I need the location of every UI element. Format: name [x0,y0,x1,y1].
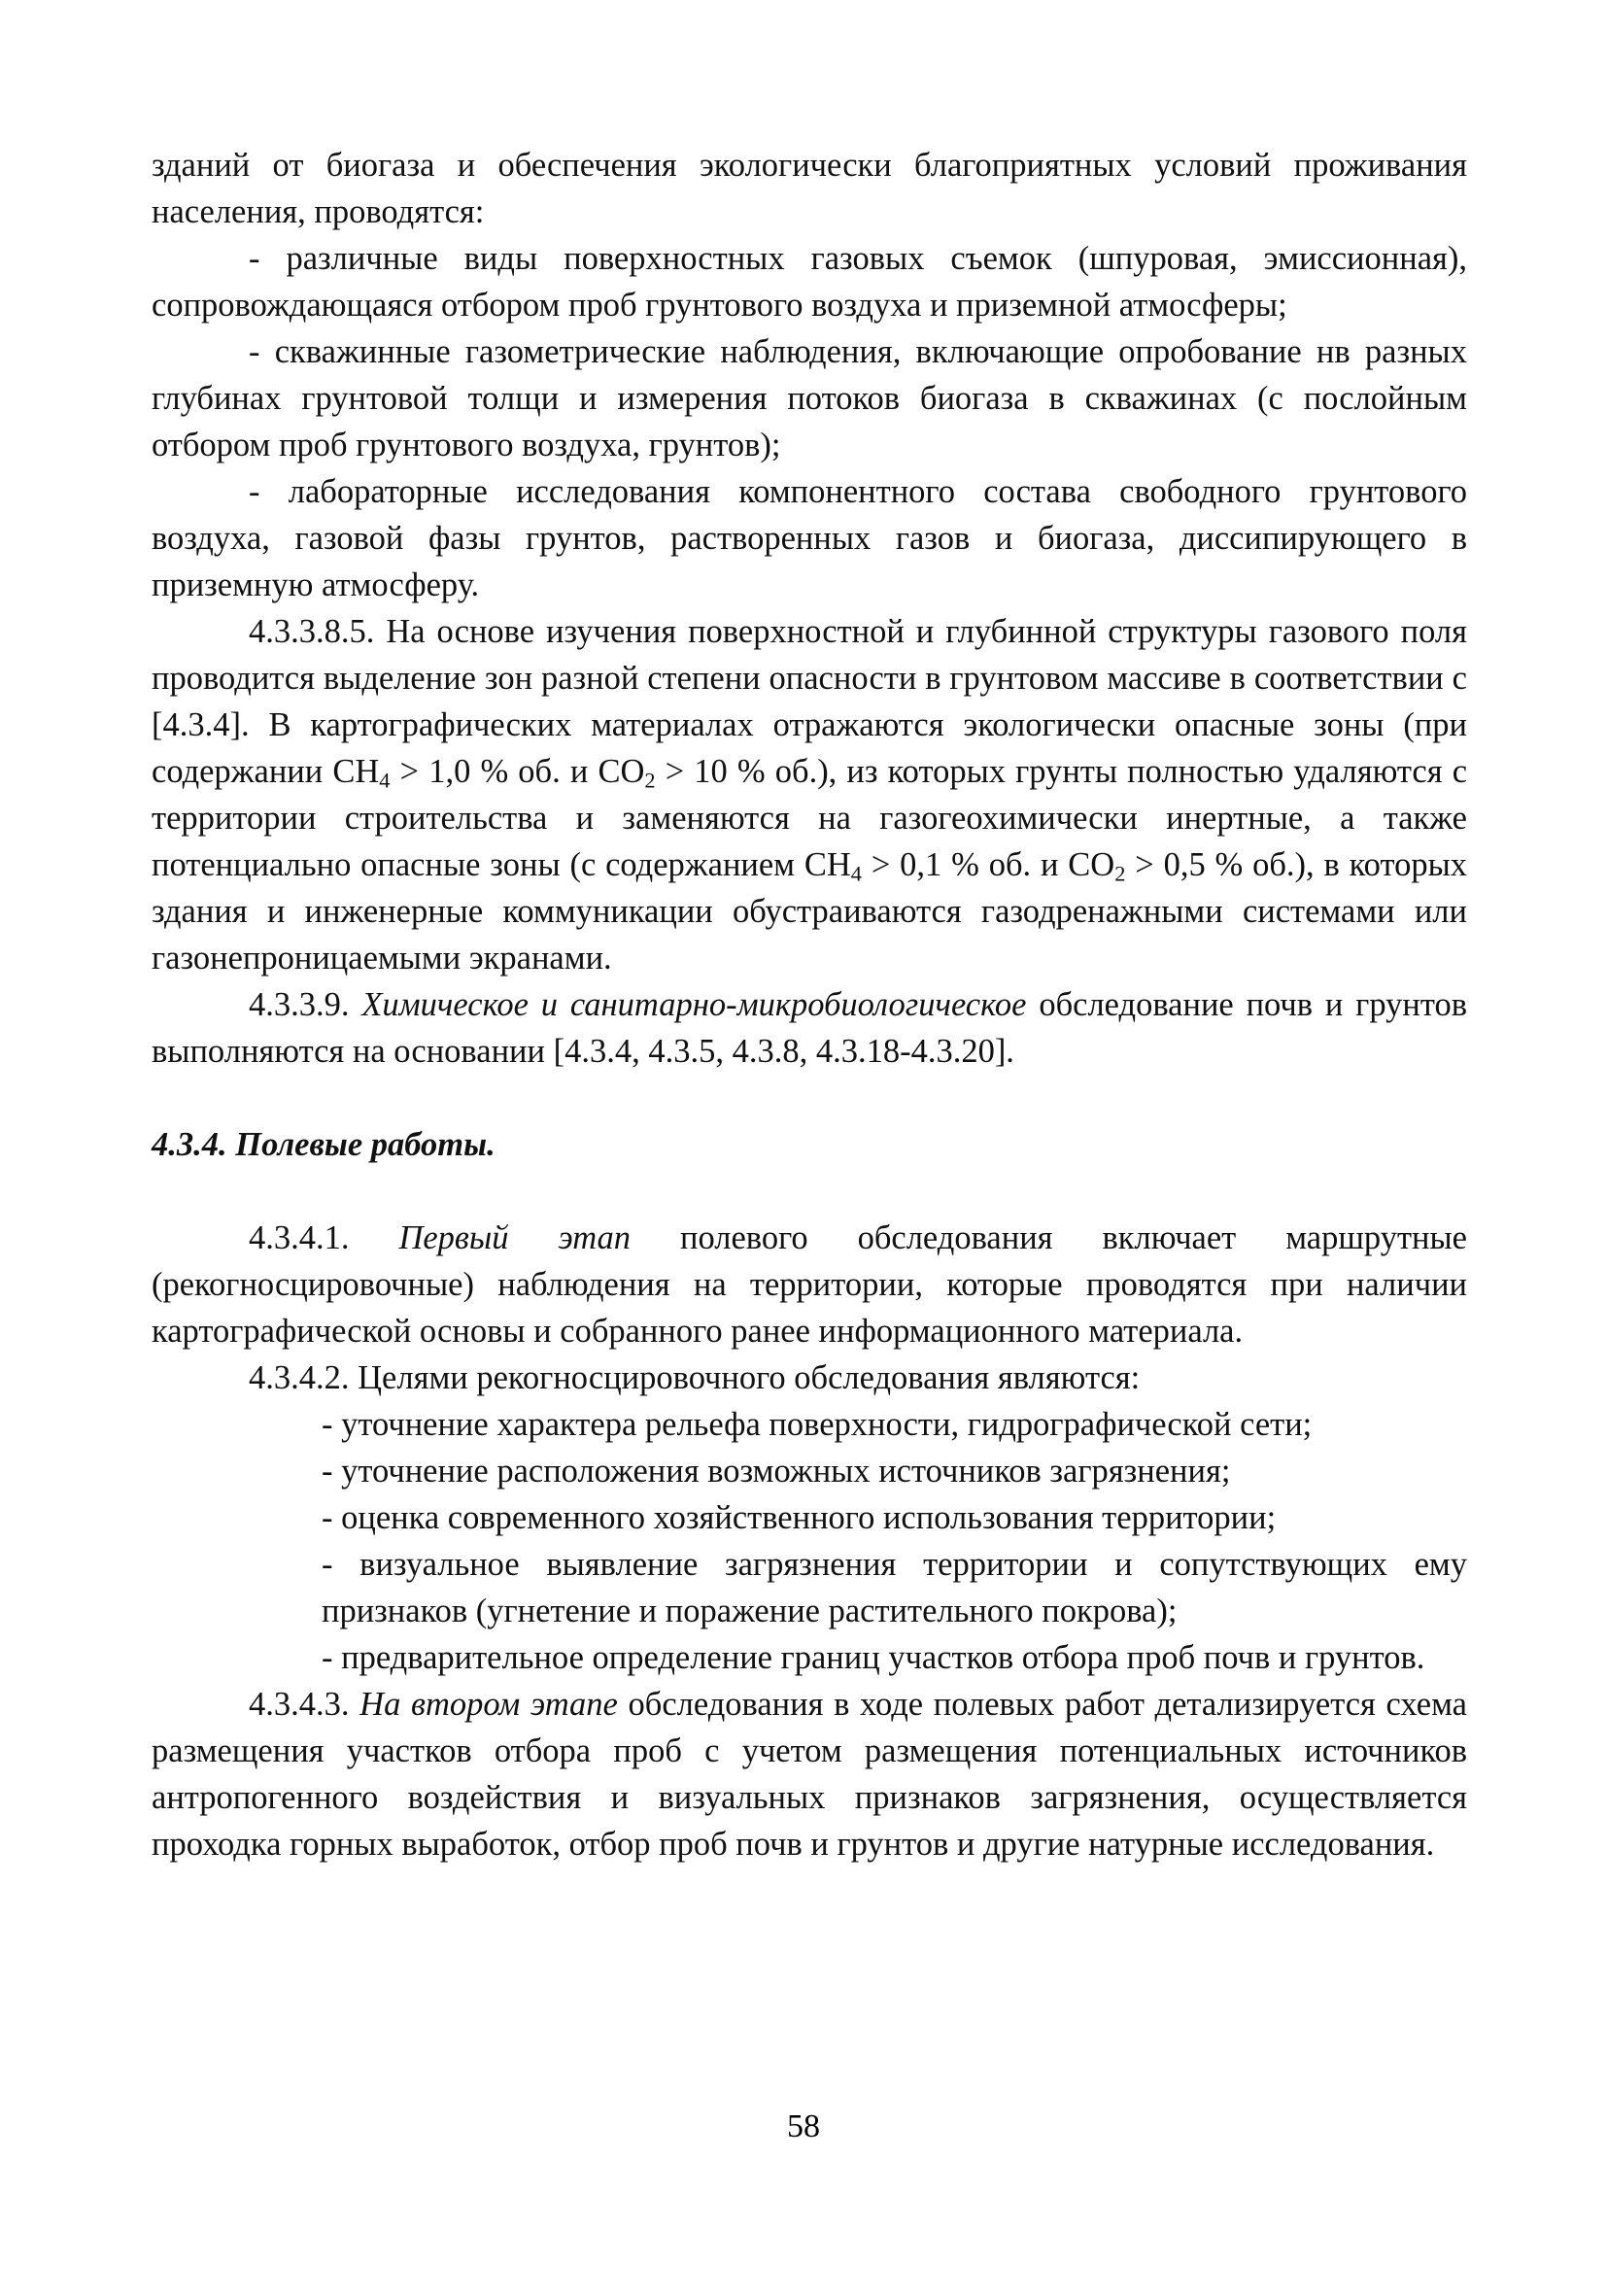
paragraph: зданий от биогаза и обеспечения экологически благоприятных условий проживания населения, проводятся: [152,147,1467,230]
list-item: - предварительное определение границ участков отбора проб почв и грунтов. [322,1639,1425,1676]
paragraph-4-3-4-3: 4.3.4.3. На втором этапе обследования в ходе полевых работ детализируется схема размещения участков отбора проб с учетом размещения потенциальных источников антропогенного воздействия и визуальных признаков загрязнения, осуществляется проходка горных выработок, отбор проб почв и грунтов и другие натурные исследования. [152,1686,1467,1863]
paragraph-4-3-4-2: 4.3.4.2. Целями рекогносцировочного обследования являются: [249,1359,1141,1396]
paragraph-4-3-3-9: 4.3.3.9. Химическое и санитарно-микробиологическое обследование почв и грунтов выполняются на основании [4.3.4, 4.3.5, 4.3.8, 4.3.18-4.3.20]. [152,986,1467,1070]
list-item: - визуальное выявление загрязнения территории и сопутствующих ему признаков (угнетение и поражение растительного покрова); [322,1546,1467,1629]
paragraph-4-3-4-1: 4.3.4.1. Первый этап полевого обследования включает маршрутные (рекогносцировочные) наблюдения на территории, которые проводятся при наличии картографической основы и собранного ранее информационного материала. [152,1219,1467,1350]
list-item: - оценка современного хозяйственного использования территории; [322,1499,1277,1536]
document-page [152,142,1467,1868]
paragraph: - различные виды поверхностных газовых съемок (шпуровая, эмиссионная), сопровождающаяся отбором проб грунтового воздуха и приземной атмосферы; [152,240,1467,324]
bullet-list [152,1401,1467,1681]
paragraph: - скважинные газометрические наблюдения, включающие опробование нв разных глубинах грунтовой толщи и измерения потоков биогаза в скважинах (с послойным отбором проб грунтового воздуха, грунтов); [152,333,1467,463]
list-item: - уточнение расположения возможных источников загрязнения; [322,1453,1231,1490]
list-item: - уточнение характера рельефа поверхности, гидрографической сети; [322,1406,1313,1443]
paragraph: - лабораторные исследования компонентного состава свободного грунтового воздуха, газовой фазы грунтов, растворенных газов и биогаза, диссипирующего в приземную атмосферу. [152,473,1467,603]
paragraph-4-3-3-8-5: 4.3.3.8.5. На основе изучения поверхностной и глубинной структуры газового поля проводится выделение зон разной степени опасности в грунтовом массиве в соответствии с [4.3.4]. В картографических материалах отражаются экологически опасные зоны (при содержании $СН_4 > 1,0$ % об. и $СО_2 > 10$ % об.), из которых грунты полностью удаляются с территории строительства и заменяются на газогеохимически инертные, а также потенциально опасные зоны (с содержанием $СН_4 > 0,1$ % об. и $СО_2 > 0,5$ % об.), в которых здания и инженерные коммуникации обустраиваются газодренажными системами или газонепроницаемыми экранами. [152,613,1468,977]
page-number: 58 [787,2108,820,2144]
section-heading: 4.3.4. Полевые работы. [152,1126,496,1163]
